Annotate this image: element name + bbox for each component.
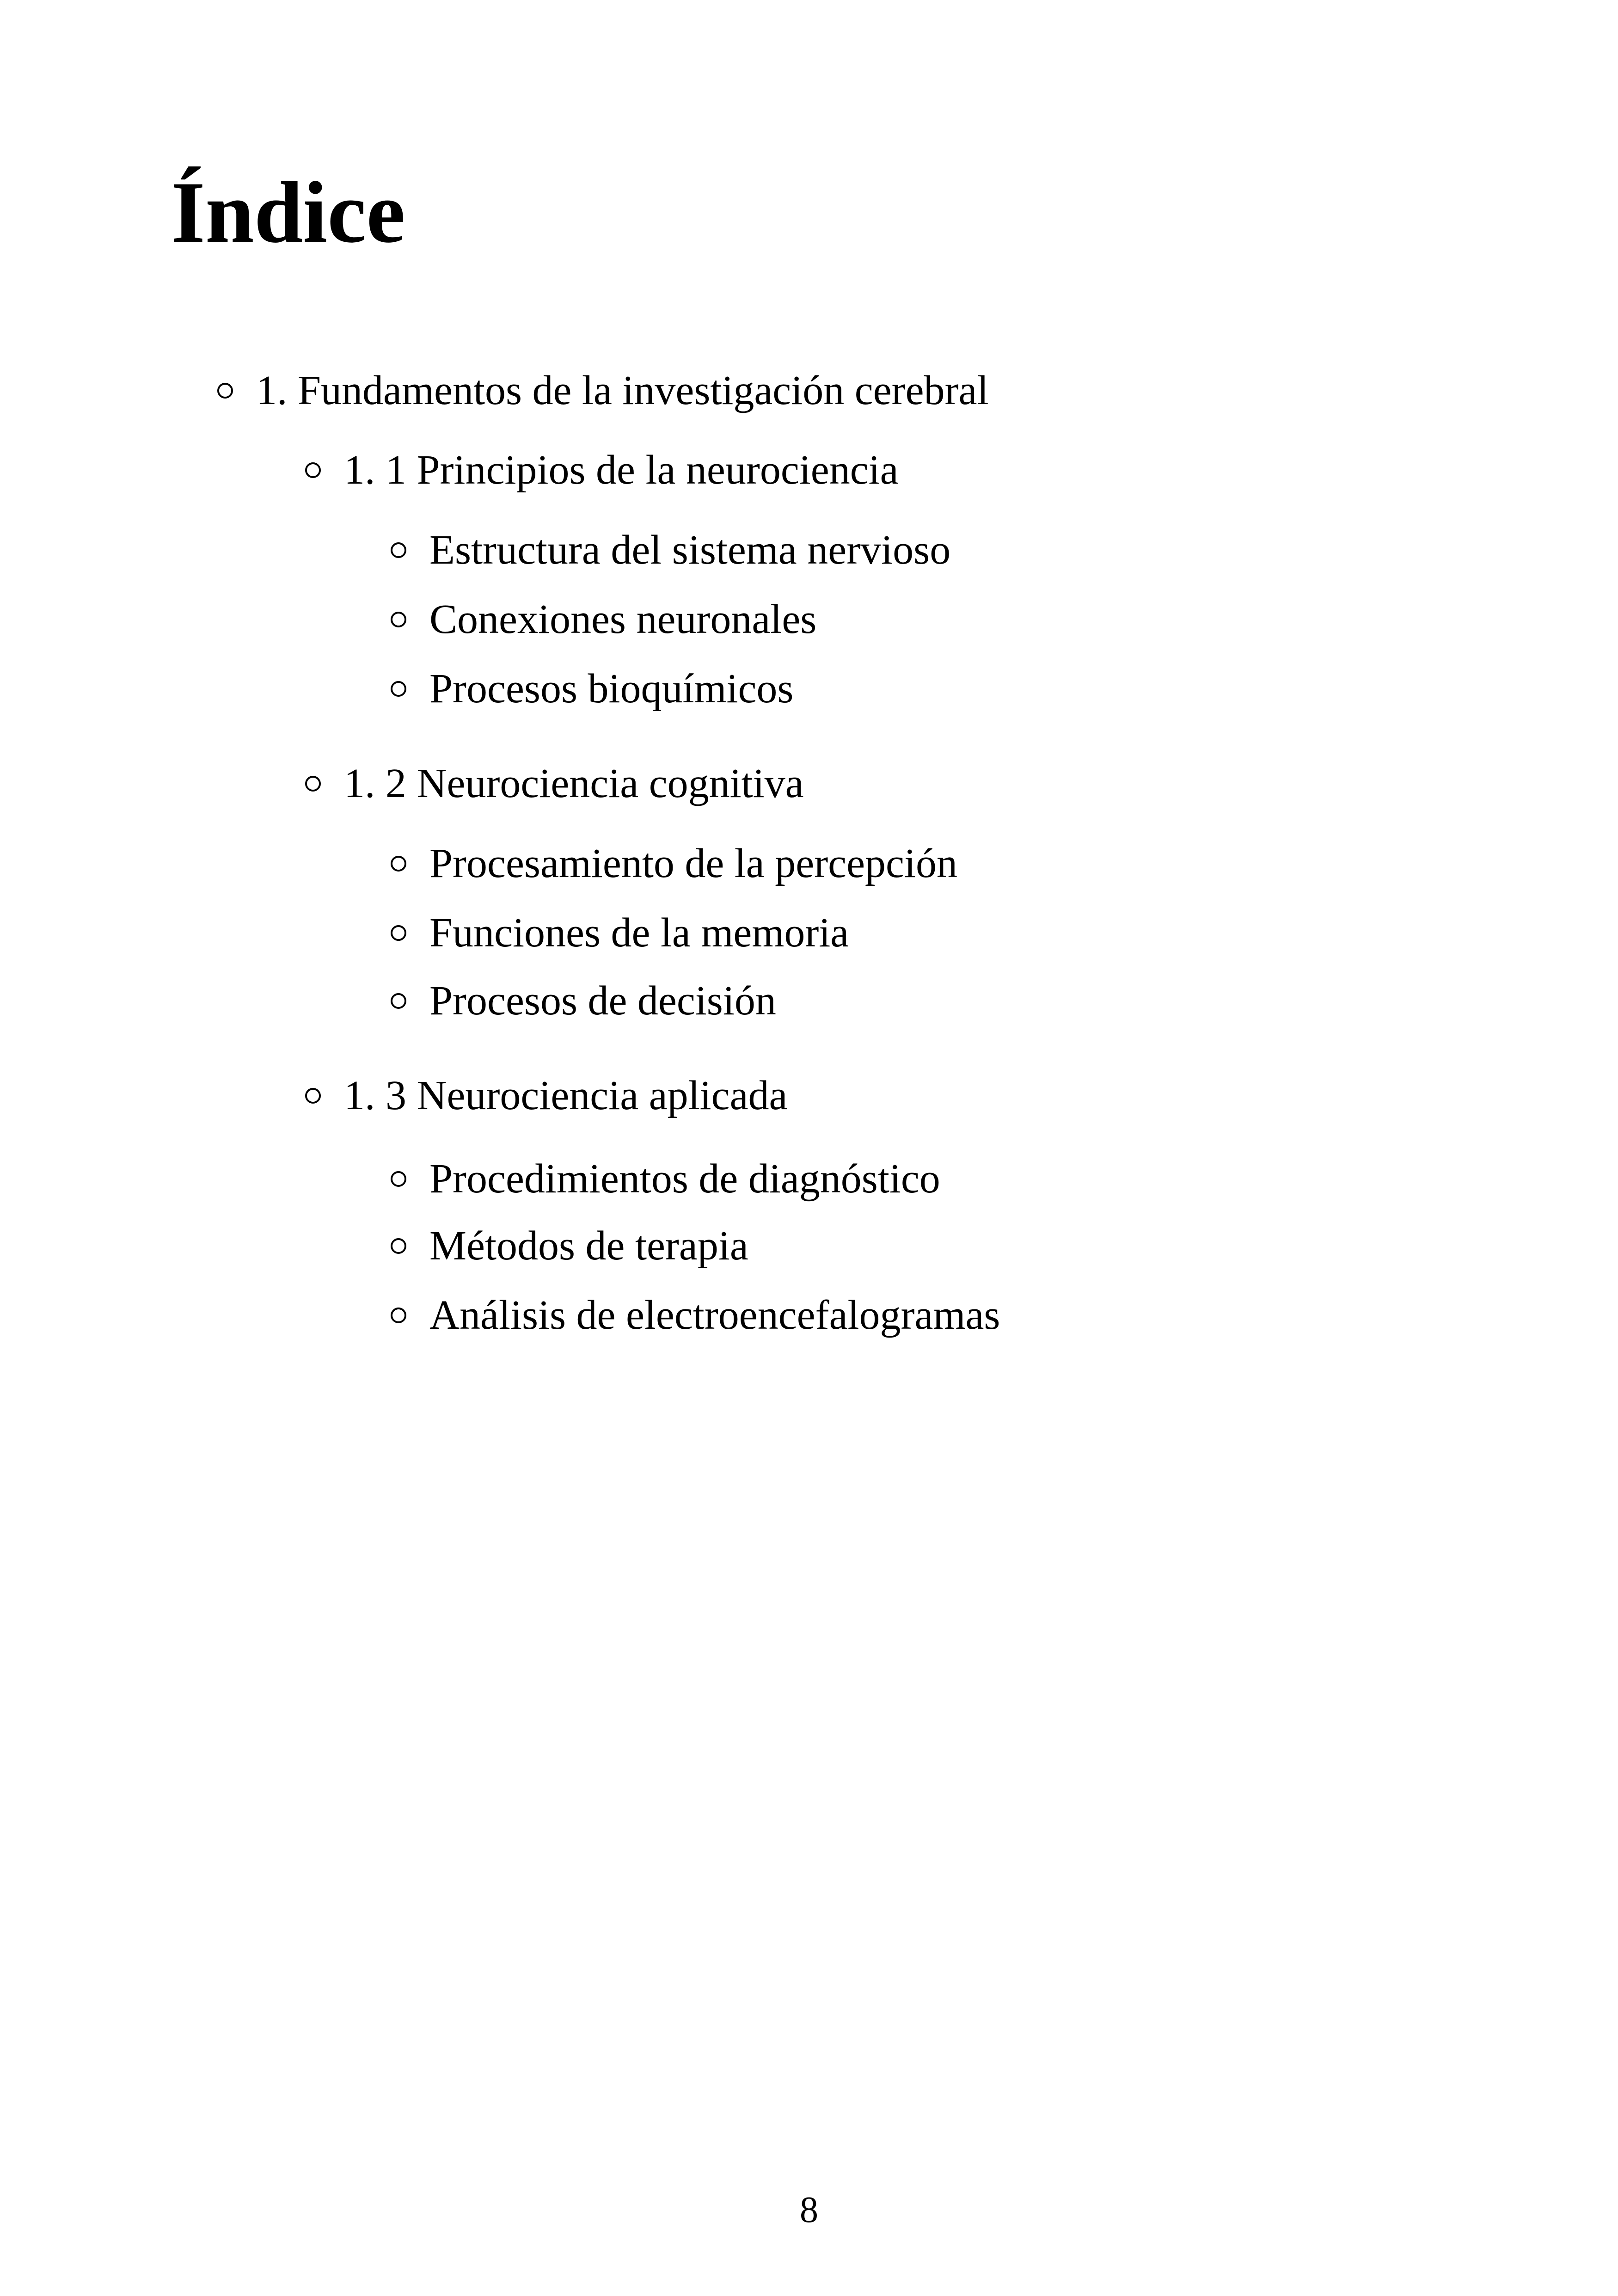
toc-section-label: 1. Fundamentos de la investigación cerebral — [256, 368, 989, 413]
toc-item — [391, 529, 950, 571]
page-title: Índice — [171, 164, 405, 261]
toc-item — [391, 1292, 1000, 1338]
toc-item-label: Procesos bioquímicos — [429, 666, 794, 712]
toc-item-label: Estructura del sistema nervioso — [429, 527, 951, 573]
circle-bullet-icon — [217, 383, 233, 399]
toc-item-label: Procesos de decisión — [429, 978, 776, 1024]
toc-subsection-label: 1. 2 Neurociencia cognitiva — [344, 761, 804, 806]
toc-item — [391, 668, 793, 710]
toc-subsection-1-2 — [305, 763, 804, 804]
toc-subsection-label: 1. 1 Principios de la neurociencia — [344, 447, 899, 493]
toc-item — [391, 596, 817, 642]
toc-item — [391, 843, 957, 884]
toc-item — [391, 1158, 940, 1200]
circle-bullet-icon — [305, 1088, 321, 1104]
circle-bullet-icon — [391, 681, 406, 697]
toc-item-label: Conexiones neuronales — [429, 596, 817, 642]
toc-item-label: Métodos de terapia — [429, 1223, 748, 1269]
circle-bullet-icon — [305, 776, 321, 792]
toc-subsection-label: 1. 3 Neurociencia aplicada — [344, 1073, 788, 1118]
toc-item-label: Funciones de la memoria — [429, 910, 849, 956]
toc-section-1 — [217, 370, 989, 411]
toc-item-label: Procesamiento de la percepción — [429, 841, 958, 886]
circle-bullet-icon — [391, 612, 406, 627]
toc-item-label: Procedimientos de diagnóstico — [429, 1156, 940, 1202]
page-number: 8 — [800, 2190, 818, 2230]
circle-bullet-icon — [391, 1308, 406, 1323]
circle-bullet-icon — [391, 993, 406, 1009]
toc-subsection-1-1 — [305, 449, 899, 491]
toc-item — [391, 980, 776, 1022]
circle-bullet-icon — [391, 542, 406, 558]
toc-subsection-1-3 — [305, 1075, 788, 1117]
circle-bullet-icon — [391, 856, 406, 872]
circle-bullet-icon — [391, 925, 406, 941]
toc-item — [391, 912, 849, 954]
circle-bullet-icon — [391, 1171, 406, 1187]
circle-bullet-icon — [305, 462, 321, 478]
toc-item-label: Análisis de electroencefalogramas — [429, 1292, 1000, 1338]
toc-item — [391, 1225, 748, 1267]
circle-bullet-icon — [391, 1238, 406, 1254]
